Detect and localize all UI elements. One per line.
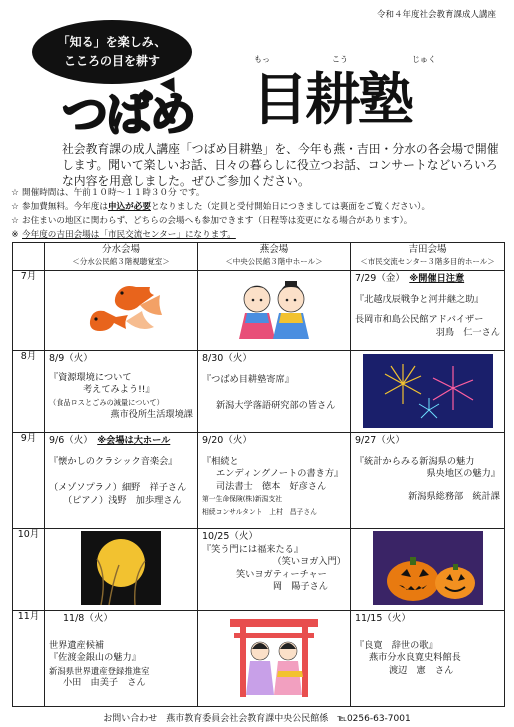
venue-header: [198, 243, 351, 271]
note-emphasis: 申込が必要: [107, 202, 151, 212]
session-title: 『統計からみる新潟県の魅力: [355, 455, 475, 467]
table-row: [13, 433, 505, 529]
note-emphasis: 今年度の吉田会場は「市民交流センター」になります。: [22, 230, 236, 240]
venue-place: ＜分水公民館３階視聴覚室＞: [72, 257, 170, 266]
session-lecturer: 司法書士 徳本 好彦さん: [216, 480, 327, 492]
notes-list: [8, 186, 508, 242]
session-cell: [198, 271, 351, 351]
ruby-2: こう: [332, 55, 348, 64]
session-lecturer: 新潟県総務部 統計課: [408, 490, 500, 502]
title-kana: つばめ: [62, 87, 194, 141]
ruby-3: じゅく: [412, 55, 436, 64]
session-date: 8/9（火）: [49, 353, 93, 364]
session-date: 9/27（火）: [355, 435, 405, 446]
session-title: 県央地区の魅力』: [426, 468, 500, 479]
halloween-pumpkins-icon: [373, 531, 483, 605]
session-date: 8/30（火）: [202, 353, 252, 364]
schedule-table: [12, 242, 505, 707]
note-text: お住まいの地区に関わらず、どちらの会場へも参加できます（日程等は変更になる場合があります）。: [22, 216, 413, 226]
session-cell: [45, 271, 198, 351]
session-title: 考えてみよう!!』: [83, 384, 155, 395]
venue-place: ＜市民交流センター３階多目的ホール＞: [360, 257, 495, 266]
session-cell: [45, 529, 198, 611]
star-icon: ☆: [11, 202, 19, 212]
star-icon: ☆: [11, 216, 19, 226]
session-cell: [351, 271, 505, 351]
note-item: [8, 228, 508, 242]
session-lecturer: 笑いヨガティーチャー: [236, 568, 327, 580]
table-row: [13, 529, 505, 611]
session-cell: [351, 611, 505, 707]
session-lecturer: 新潟県世界遺産登録推進室: [49, 665, 150, 676]
intro-text: 社会教育課の成人講座「つばめ目耕塾」を、今年も燕・吉田・分水の各会場で開催します。聞いて楽しいお話、日々の暮らしに役立つお話、コンサートなどいろいろな内容を用意しました。ぜひご参加ください。: [62, 142, 499, 188]
fireworks-icon: [363, 354, 493, 428]
session-cell: [351, 529, 505, 611]
month-label: 8月: [13, 351, 45, 433]
session-date: 11/8（火）: [63, 613, 113, 624]
venue-name: 燕会場: [259, 244, 289, 255]
note-item: [8, 186, 508, 200]
venue-name: 分水会場: [101, 244, 140, 255]
session-lecturer: 渡辺 憲 さん: [389, 664, 454, 676]
note-text: 開催時間は、午前１０時～１１時３０分 です。: [22, 188, 205, 198]
month-label: 7月: [13, 271, 45, 351]
session-title: 『北越戊辰戦争と河井継之助』: [355, 293, 484, 305]
session-cell: [45, 611, 198, 707]
venue-header: [45, 243, 198, 271]
session-title: 『佐渡金銀山の魅力』: [49, 652, 141, 663]
tagline-line-2: こころの目を耕す: [63, 54, 160, 68]
session-title: 『相続と: [202, 455, 239, 467]
tagline-line-1: 「知る」を楽しみ、: [57, 35, 167, 49]
star-icon: ☆: [11, 188, 19, 198]
session-title: 『良寛 辞世の歌』: [355, 639, 438, 651]
session-cell: [45, 433, 198, 529]
session-cell: [198, 351, 351, 433]
venue-place: ＜中央公民館３階中ホール＞: [225, 257, 323, 266]
session-lecturer: 新潟大学落語研究部の皆さん: [216, 400, 336, 411]
shichigosan-icon: [224, 613, 324, 699]
moon-pampas-icon: [81, 531, 161, 605]
session-title: 『資源環境について: [49, 371, 132, 383]
title-kanji: 目耕塾: [252, 67, 411, 133]
tanabata-dolls-icon: [219, 273, 329, 345]
session-title: エンディングノートの書き方』: [216, 468, 344, 479]
session-performer: （ピアノ）浅野 加歩理さん: [63, 494, 182, 506]
session-title: （笑いヨガ入門）: [272, 556, 346, 567]
session-title: 『つばめ目耕塾寄席』: [202, 373, 294, 385]
table-row: [13, 611, 505, 707]
session-date: 9/20（火）: [202, 435, 252, 446]
table-row: [13, 271, 505, 351]
session-performer: （メゾソプラノ）細野 祥子さん: [49, 482, 187, 493]
session-lecturer: 相続コンサルタント 上村 昌子さん: [202, 507, 317, 516]
session-cell: [198, 611, 351, 707]
month-label: 11月: [13, 611, 45, 707]
session-date: 9/6（火）: [49, 435, 89, 446]
venue-header: [351, 243, 505, 271]
session-note: ※会場は大ホール: [97, 435, 171, 446]
goldfish-icon: [66, 273, 176, 345]
session-title: 『懐かしのクラシック音楽会』: [49, 455, 178, 467]
month-label: 9月: [13, 433, 45, 529]
note-text: となりました（定員と受付開始日につきましては裏面をご覧ください）。: [150, 202, 431, 212]
session-lecturer: 燕市役所生活環境課: [110, 409, 193, 420]
session-cell: [198, 529, 351, 611]
session-lecturer: 燕市分水良寛史料館長: [369, 652, 461, 663]
session-date: 7/29（金）: [355, 273, 401, 284]
venue-name: 吉田会場: [408, 244, 447, 255]
org-line: 令和４年度社会教育課成人講座: [376, 10, 496, 20]
session-prefix: 世界遺産候補: [49, 639, 105, 651]
note-text: 参加費無料。今年度は: [22, 202, 108, 212]
session-lecturer: 羽鳥 仁一さん: [435, 326, 500, 338]
note-item: [8, 200, 508, 214]
table-row: [13, 351, 505, 433]
table-header-row: [13, 243, 505, 271]
ruby-1: もっ: [254, 55, 270, 64]
session-subtitle: （食品ロスとごみの減量について）: [49, 397, 164, 407]
session-lecturer: 長岡市和島公民館アドバイザー: [355, 314, 484, 325]
month-label: 10月: [13, 529, 45, 611]
corner-cell: [13, 243, 45, 271]
session-cell: [45, 351, 198, 433]
session-cell: [351, 433, 505, 529]
session-date: 10/25（火）: [202, 531, 258, 542]
page-title: [62, 67, 492, 141]
session-cell: [351, 351, 505, 433]
asterisk-icon: ※: [11, 230, 19, 240]
note-item: [8, 214, 508, 228]
session-date: 11/15（火）: [355, 613, 411, 624]
session-title: 『笑う門には福来たる』: [202, 543, 304, 555]
session-note: ※開催日注意: [409, 273, 465, 284]
session-cell: [198, 433, 351, 529]
session-lecturer: 小田 由美子 さん: [63, 677, 146, 688]
session-lecturer: 岡 陽子さん: [272, 581, 328, 592]
contact-footer: お問い合わせ 燕市教育委員会社会教育課中央公民館係 ℡0256-63-7001: [103, 714, 411, 724]
session-lecturer: 第一生命保険(株)新潟支社: [202, 495, 283, 503]
